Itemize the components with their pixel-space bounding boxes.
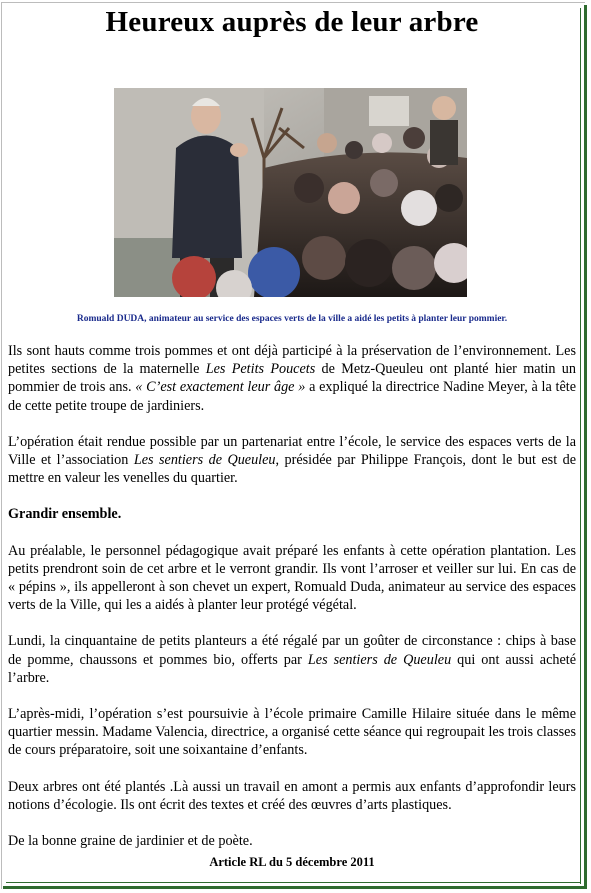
paragraph-text: L’opération était rendue possible par un partenariat entre l’école, le service des espaces verts de la Ville et l’association: [8, 433, 576, 469]
school-name: Les Petits Poucets: [205, 361, 316, 378]
paragraph-text: , présidée par Philippe François, dont le but est de mettre en valeur les venelles du quartier.: [8, 452, 576, 487]
frame-border-bottom: [3, 886, 587, 889]
article-photo: [114, 88, 467, 297]
paragraph-4: [8, 632, 576, 687]
paragraph-text: de Metz-Queuleu ont planté hier matin un pommier de trois ans.: [8, 361, 576, 396]
paragraph-text: Ils sont hauts comme trois pommes et ont déjà participé à la préservation de l’environnement. Les petites sections de la maternelle: [8, 343, 576, 378]
article-source-footer: Article RL du 5 décembre 2011: [209, 855, 375, 869]
paragraph-1: [8, 342, 576, 415]
director-quote: « C’est exactement leur âge »: [135, 379, 306, 396]
article-body: [8, 342, 576, 868]
association-name: Les sentiers de Queuleu: [133, 452, 276, 469]
paragraph-text: qui ont aussi acheté l’arbre.: [8, 651, 577, 686]
association-name: Les sentiers de Queuleu: [307, 651, 452, 668]
paragraph-text: Lundi, la cinquantaine de petits planteurs a été régalé par un goûter de circonstance : chips à base de pomme, chaussons et pommes bio, offerts par: [8, 633, 576, 668]
frame-border-right: [584, 5, 587, 887]
paragraph-5: L’après-midi, l’opération s’est poursuivie à l’école primaire Camille Hilaire située dans le même quartier messin. Madame Valencia, directrice, a organisé cette séance qui regroupait les trois classes de cours préparatoire, soit une soixantaine d’enfants.: [8, 706, 576, 759]
paragraph-text: a expliqué la directrice Nadine Meyer, à la tête de cette petite troupe de jardiniers.: [8, 379, 577, 414]
section-subheading: Grandir ensemble.: [8, 506, 122, 523]
paragraph-3: Au préalable, le personnel pédagogique avait préparé les enfants à cette opération plantation. Les petits prendront soin de cet arbre et le verront grandir. Ils vont l’arroser et veiller sur lui. En cas de « pépins », ils appelleront à son chevet un expert, Romuald Duda, animateur au service des espaces verts de la Ville, qui les a aidés à planter leur protégé végétal.: [8, 542, 576, 614]
frame-border-top: [1, 2, 585, 3]
frame-border-right-inner: [580, 8, 581, 884]
article-title: Heureux auprès de leur arbre: [105, 6, 479, 38]
frame-border-bottom-inner: [6, 882, 581, 883]
frame-border-left: [1, 2, 2, 889]
paragraph-6: Deux arbres ont été plantés .Là aussi un travail en amont a permis aux enfants d’approfondir leurs notions d’écologie. Ils ont écrit des textes et créé des œuvres d’arts plastiques.: [8, 778, 576, 813]
photo-caption: Romuald DUDA, animateur au service des espaces verts de la ville a aidé les petits à planter leur pommier.: [76, 314, 508, 324]
paragraph-2: [8, 433, 576, 488]
paragraph-7: De la bonne graine de jardinier et de poète.: [8, 833, 253, 850]
